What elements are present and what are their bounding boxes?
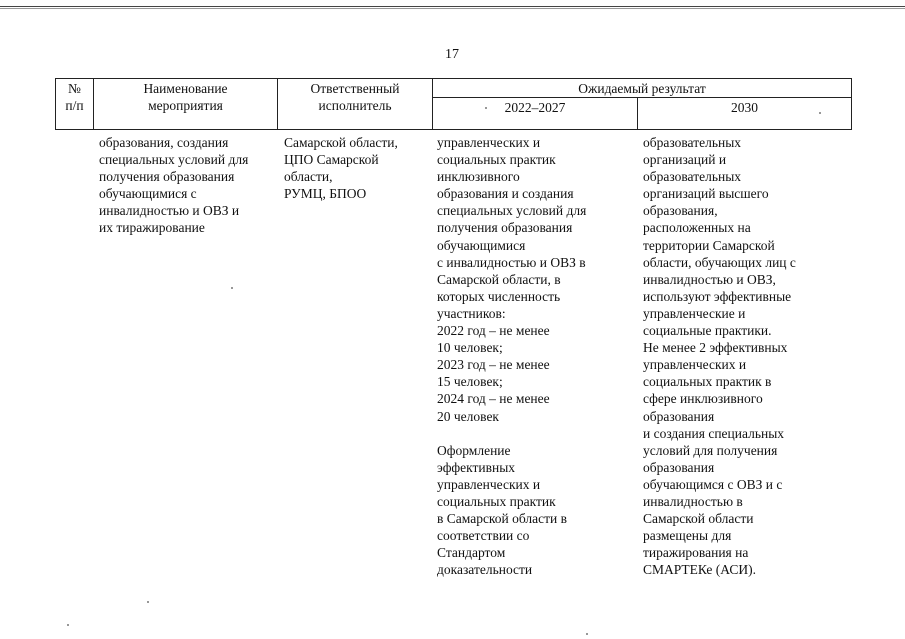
scan-speck [231,287,233,289]
table-top-border [55,78,852,79]
header-period-2030: 2030 [731,100,758,115]
row-result-2022-2027: управленческих и социальных практик инклюзивного образования и создания специальных условий для получения образования обучающимися с инвалидностью и ОВЗ в Самарской области, в которых численность участников: 2022 год – не менее 10 человек; 2023 год – не менее 15 человек; 2024 год – не менее 20 человек Оформление эффективных управленческих и социальных практик в Самарской области в соответствии со Стандартом доказательности [437,135,587,578]
header-bottom-border [55,129,852,130]
scan-speck [819,112,821,114]
header-expected-result: Ожидаемый результат [578,81,706,96]
header-name-line1: Наименование [143,81,228,96]
scan-speck [586,633,588,635]
header-executor-line1: Ответственный [310,81,400,96]
scan-speck [67,624,69,626]
page-number: 17 [445,47,459,62]
table-right-border [851,78,852,130]
scan-speck [147,601,149,603]
header-no-sub: п/п [65,98,84,113]
row-result-2030: образовательных организаций и образовательных организаций высшего образования, расположенных на территории Самарской области, обучающих лиц с инвалидностью и ОВЗ, используют эффективные управленческие и социальные практики. Не менее 2 эффективных управленческих и социальных практик в сфере инклюзивного образования и создания специальных условий для получения образования обучающимся с ОВЗ и с инвалидностью в Самарской области размещены для тиражирования на СМАРТЕКе (АСИ). [643,135,796,578]
header-no: № [68,81,81,96]
scan-edge-line [0,6,905,7]
row-name: образования, создания специальных условий для получения образования обучающимися с инвалидностью и ОВЗ и их тиражирование [99,135,249,236]
header-period-2022-2027: 2022–2027 [504,100,566,115]
row-executor: Самарской области, ЦПО Самарской области, РУМЦ, БПОО [284,135,398,202]
result-subheader-border [432,97,852,98]
header-name-line2: мероприятия [148,98,223,113]
scan-edge-line-faint [0,8,905,9]
header-executor-line2: исполнитель [318,98,392,113]
scan-speck [485,107,487,109]
